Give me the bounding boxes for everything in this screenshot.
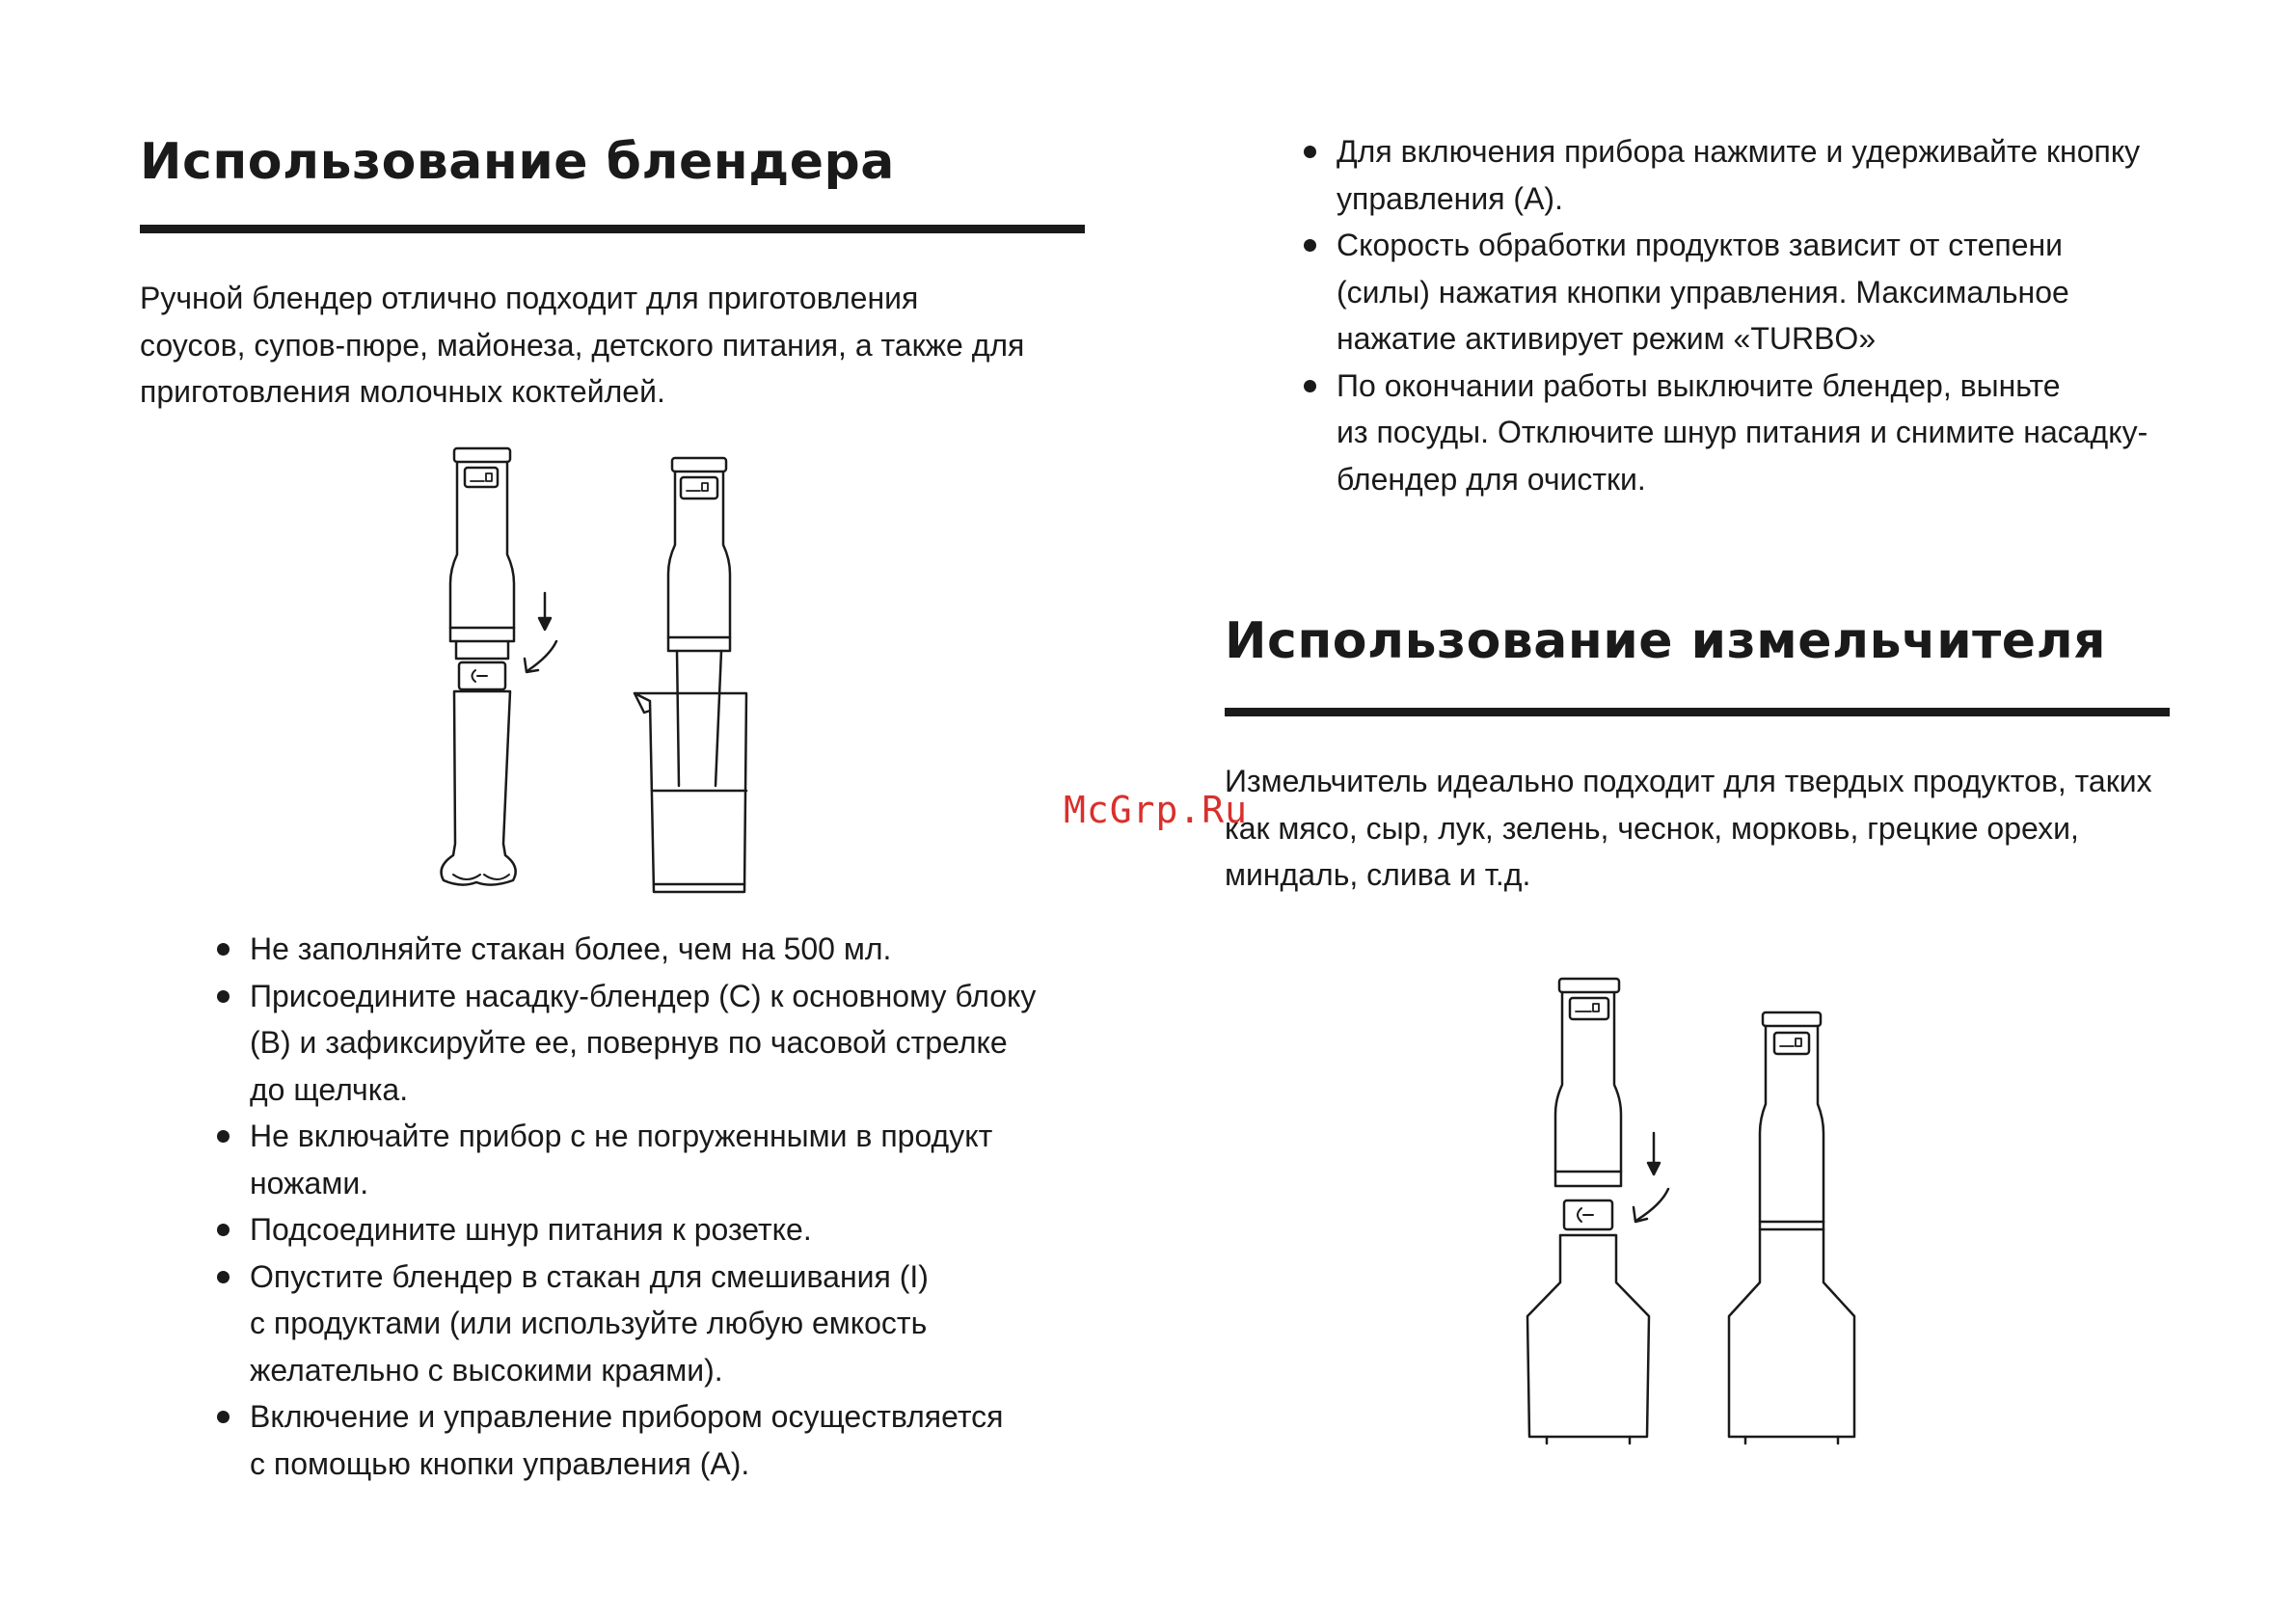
- list-item-line: управления (А).: [1337, 180, 1563, 216]
- list-item: [217, 973, 1036, 1114]
- chopper-intro-line: Измельчитель идеально подходит для твердых продуктов, таких: [1225, 764, 2152, 798]
- list-item-line: Скорость обработки продуктов зависит от степени: [1337, 228, 2064, 262]
- list-item-line: Опустите блендер в стакан для смешивания (I): [250, 1258, 929, 1294]
- list-item-line: с продуктами (или используйте любую емкость: [250, 1306, 928, 1340]
- blender-title-rule: [140, 225, 1085, 233]
- list-item: [1304, 363, 2147, 503]
- blender-illustration: [424, 439, 791, 906]
- rotate-arrow-icon: [525, 641, 556, 672]
- list-item: [1304, 128, 2147, 222]
- list-item: [1304, 222, 2147, 363]
- list-item: [217, 1393, 1036, 1487]
- blender-intro-line: соусов, супов-пюре, майонеза, детского питания, а также для: [140, 327, 1025, 363]
- arrow-down-icon: [539, 593, 551, 630]
- list-item-line: нажатие активирует режим «TURBO»: [1337, 321, 1877, 356]
- list-item-line: из посуды. Отключите шнур питания и снимите насадку-: [1337, 415, 2148, 449]
- blender-intro-line: приготовления молочных коктейлей.: [140, 374, 665, 409]
- list-item-line: Подсоедините шнур питания к розетке.: [250, 1212, 812, 1247]
- rotate-arrow-icon: [1634, 1189, 1668, 1222]
- list-item-line: с помощью кнопки управления (А).: [250, 1445, 750, 1481]
- chopper-title-rule: [1225, 708, 2170, 716]
- blender-motor-unit: [450, 448, 514, 659]
- list-item-line: ножами.: [250, 1165, 369, 1200]
- list-item-line: (B) и зафиксируйте ее, повернув по часовой стрелке: [250, 1025, 1008, 1060]
- chopper-intro-line: как мясо, сыр, лук, зелень, чеснок, морковь, грецкие орехи,: [1225, 810, 2079, 846]
- chopper-section-title: Использование измельчителя: [1225, 612, 2107, 670]
- blender-instructions: [217, 926, 1036, 1487]
- list-item-line: Не включайте прибор с не погруженными в продукт: [250, 1119, 993, 1153]
- blender-operation-instructions: [1304, 128, 2147, 502]
- chopper-intro: [1225, 758, 2152, 899]
- watermark: McGrp.Ru: [1064, 789, 1249, 831]
- blender-stick-attachment: [442, 662, 516, 885]
- list-item: [217, 926, 1036, 973]
- blender-intro: [140, 275, 1024, 416]
- blender-section-title: Использование блендера: [140, 133, 895, 191]
- list-item-line: Присоедините насадку-блендер (С) к основному блоку: [250, 978, 1037, 1013]
- list-item-line: до щелчка.: [250, 1071, 409, 1107]
- list-item: [217, 1254, 1036, 1394]
- list-item: [217, 1206, 1036, 1254]
- chopper-intro-line: миндаль, слива и т.д.: [1225, 857, 1531, 892]
- list-item-line: желательно с высокими краями).: [250, 1352, 723, 1388]
- blender-in-beaker: [635, 458, 746, 892]
- list-item-line: Для включения прибора нажмите и удерживайте кнопку: [1337, 134, 2141, 169]
- chopper-assembled: [1729, 1012, 1854, 1443]
- chopper-motor-unit: [1555, 979, 1621, 1186]
- list-item-line: (силы) нажатия кнопки управления. Максимальное: [1337, 274, 2069, 310]
- arrow-down-icon: [1648, 1133, 1660, 1174]
- list-item: [217, 1113, 1036, 1206]
- blender-intro-line: Ручной блендер отлично подходит для приготовления: [140, 281, 919, 315]
- list-item-line: блендер для очистки.: [1337, 461, 1646, 497]
- list-item-line: Включение и управление прибором осуществляется: [250, 1399, 1004, 1434]
- chopper-gear-attachment: [1527, 1200, 1649, 1443]
- list-item-line: По окончании работы выключите блендер, выньте: [1337, 367, 2061, 403]
- list-item-line: Не заполняйте стакан более, чем на 500 мл.: [250, 931, 892, 966]
- chopper-illustration: [1504, 969, 1890, 1461]
